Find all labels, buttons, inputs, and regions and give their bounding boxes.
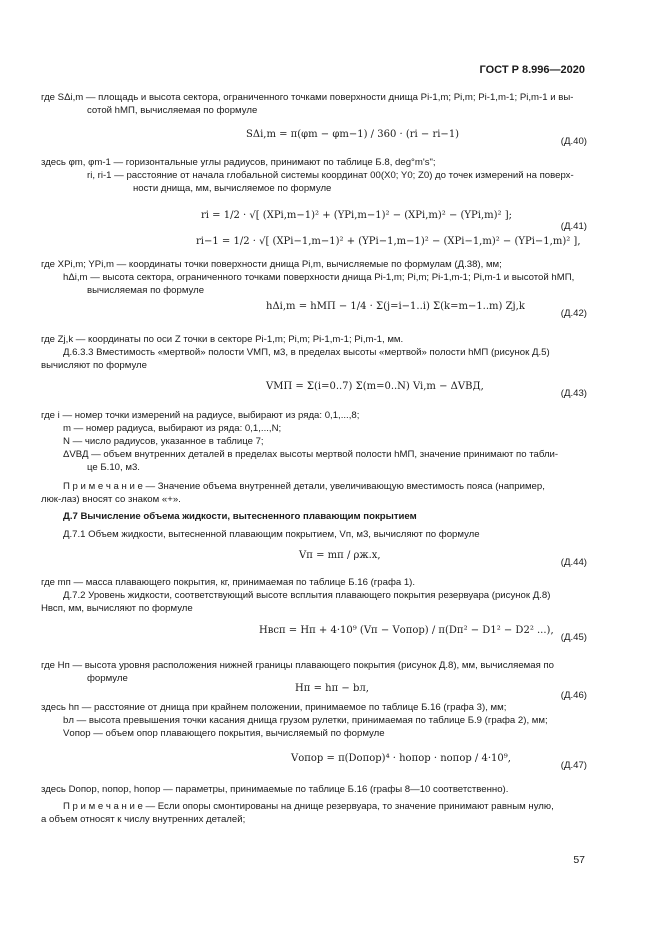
text-line: здесь hп — расстояние от днища при крайнем положении, принимаемое по таблице Б.16 (графа 3), мм; [41,702,507,713]
note-text: П р и м е ч а н и е — Значение объема внутренней детали, увеличивающую вместимость пояса (например, [63,481,545,492]
text-line: bл — высота превышения точки касания днища грузом рулетки, принимаемая по таблице Б.9 (графа 2), мм; [63,714,548,726]
equation-number: (Д.40) [560,136,587,147]
text-line: вычисляемая по формуле [87,284,205,296]
equation-number: (Д.44) [560,557,587,568]
equation-number: (Д.41) [560,221,587,232]
equation-d40 [41,128,587,160]
text-line: Vопор — объем опор плавающего покрытия, вычисляемый по формуле [63,727,385,739]
text-line: где i — номер точки измерений на радиусе, выбирают из ряда: 0,1,...,8; [41,410,360,421]
equation-number: (Д.47) [560,760,587,771]
standard-header: ГОСТ Р 8.996—2020 [479,64,585,76]
text-line: здесь φm, φm-1 — горизонтальные углы радиусов, принимают по таблице Б.8, deg°m's"; [41,157,436,168]
formula: VМП = Σ(i=0..7) Σ(m=0..N) Vi,m − ΔVВД, [266,381,484,392]
note-text: П р и м е ч а н и е — Если опоры смонтированы на днище резервуара, то значение принимают равным нулю, [63,800,554,812]
page-number: 57 [573,853,585,866]
formula: Hп = hп − bл, [295,683,369,694]
text-line: це Б.10, м3. [87,461,140,473]
formula: ri−1 = 1/2 · √[ (XPi−1,m−1)² + (YPi−1,m−1)² − (XPi−1,m)² − (YPi−1,m)² ], [196,236,581,247]
text-block-1 [41,92,587,118]
text-line: здесь Dопор, nопор, hопор — параметры, принимаемые по таблице Б.16 (графы 8—10 соответственно). [41,784,509,795]
text-block-5 [41,410,587,475]
text-block-2 [41,157,587,196]
text-line: Д.7.2 Уровень жидкости, соответствующий высоте всплытия плавающего покрытия резервуара (рисунок Д.8) [63,589,551,601]
text-line: ности днища, мм, вычисляемое по формуле [133,182,332,194]
note-text: а объем относят к числу внутренних деталей; [41,813,246,825]
text-line: ri, ri-1 — расстояние от начала глобальной системы координат 00(X0; Y0; Z0) до точек измерений на поверх- [87,169,574,181]
text-line: где mп — масса плавающего покрытия, кг, принимаемая по таблице Б.16 (графа 1). [41,577,416,588]
equation-d47 [41,752,587,784]
text-line: Д.6.3.3 Вместимость «мертвой» полости VМП, м3, в пределах высоты «мертвой» полости hМП (рисунок Д.5) [63,346,550,358]
text-line: где SΔi,m — площадь и высота сектора, ограниченного точками поверхности днища Pi-1,m; Pi,m; Pi-1,m-1; Pi,m-1 и вы- [41,92,574,103]
text-line: сотой hМП, вычисляемая по формуле [87,104,258,116]
section-d7 [41,511,587,542]
equation-number: (Д.43) [560,388,587,399]
equation-d43 [41,380,587,412]
equation-number: (Д.46) [560,690,587,701]
text-block-4 [41,334,587,373]
section-heading: Д.7 Вычисление объема жидкости, вытесненного плавающим покрытием [63,511,417,522]
equation-number: (Д.42) [560,308,587,319]
text-line: m — номер радиуса, выбирают из ряда: 0,1,...,N; [63,422,282,434]
formula: Hвсп = Hп + 4·10⁹ (Vп − Vопор) / π(Dп² − D1² − D2² ...), [259,625,554,636]
equation-number: (Д.45) [560,632,587,643]
text-line: Д.7.1 Объем жидкости, вытесненной плавающим покрытием, Vп, м3, вычисляют по формуле [63,528,480,540]
text-line: hΔi,m — высота сектора, ограниченного точками поверхности днища Pi-1,m; Pi,m; Pi-1,m-1; Pi,m-1 и высотой hМП, [63,271,575,283]
note-block-1 [41,481,587,507]
text-line: вычисляют по формуле [41,359,147,371]
formula: SΔi,m = π(φm − φm−1) / 360 · (ri − ri−1) [246,129,460,140]
formula: Vп = mп / ρж.х, [299,550,381,561]
text-block-6 [41,577,587,616]
text-line: ΔVВД — объем внутренних деталей в пределах высоты мертвой полости hМП, значение принимают по табли- [63,448,559,460]
formula: hΔi,m = hМП − 1/4 · Σ(j=i−1..i) Σ(k=m−1..m) Zj,k [266,301,525,312]
text-line: формуле [87,672,128,684]
equation-d42 [41,300,587,332]
text-line: N — число радиусов, указанное в таблице 7; [63,435,264,447]
text-line: где XPi,m; YPi,m — координаты точки поверхности днища Pi,m, вычисляемые по формулам (Д.38), мм; [41,259,502,270]
text-line: где Zj,k — координаты по оси Z точки в секторе Pi-1,m; Pi,m; Pi-1,m-1; Pi,m-1, мм. [41,334,404,345]
text-block-8 [41,702,587,741]
formula: ri = 1/2 · √[ (XPi,m−1)² + (YPi,m−1)² − (XPi,m)² − (YPi,m)² ]; [201,210,512,221]
formula: Vопор = π(Dопор)⁴ · hопор · nопор / 4·10⁹, [291,753,511,764]
text-line: Hвсп, мм, вычисляют по формуле [41,602,193,614]
equation-d45 [41,624,587,656]
text-line: где Hп — высота уровня расположения нижней границы плавающего покрытия (рисунок Д.8), мм, вычисляемая по [41,660,555,671]
text-block-3 [41,259,587,298]
note-text: люк-лаз) вносят со знаком «+». [41,493,181,505]
text-block-9 [41,784,587,827]
